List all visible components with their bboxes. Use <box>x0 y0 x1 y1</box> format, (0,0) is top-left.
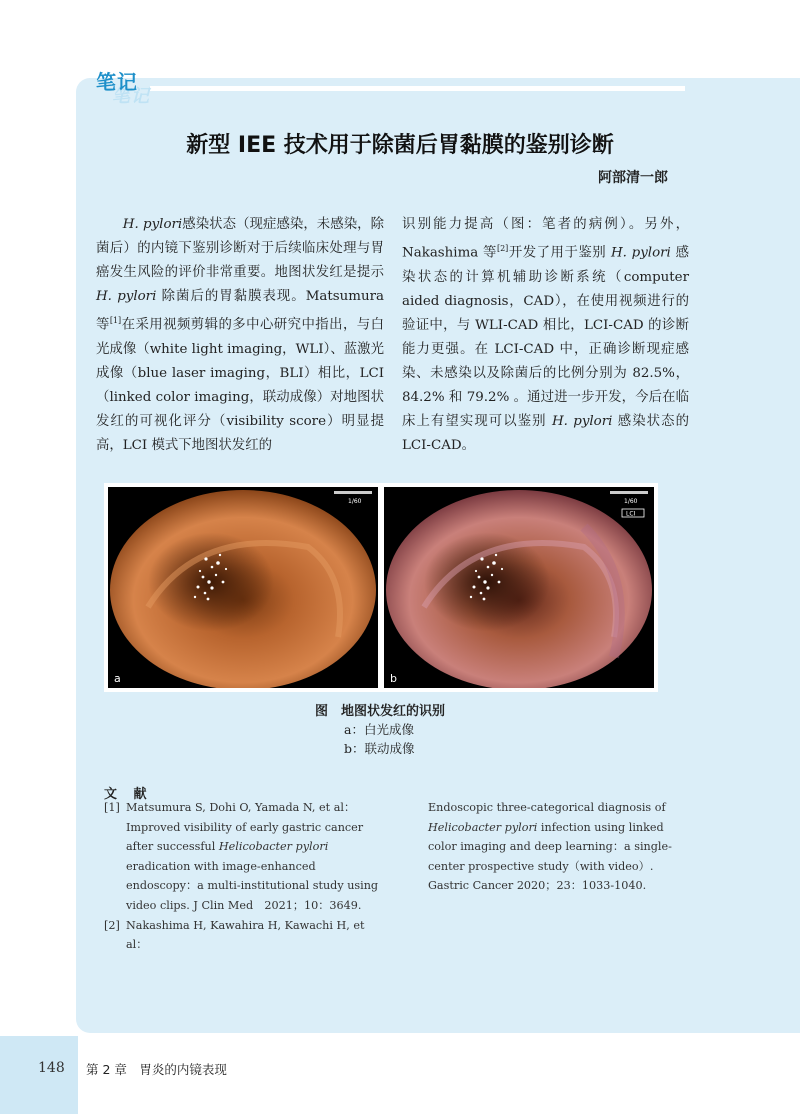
overlay-info-a: 1/60 <box>348 498 362 505</box>
references-right-column <box>428 798 686 896</box>
header-rule <box>150 86 685 91</box>
body-left-column <box>96 213 384 458</box>
body-right-run: H. pylori <box>551 414 613 430</box>
panel-label-b: b <box>390 672 397 685</box>
reference-number: [1] <box>104 801 120 814</box>
figure-caption: 图 地图状发红的识别 <box>314 704 445 719</box>
body-right-run: 识别能力提高（图：笔者的病例）。另外，Nakashima 等 <box>402 217 689 261</box>
endoscopy-image-lci <box>384 487 654 688</box>
figure-subcaption-b: b：联动成像 <box>344 741 415 756</box>
references-heading: 文 献 <box>104 787 153 802</box>
body-right-column <box>402 213 689 458</box>
reference-text-run: Nakashima H, Kawahira H, Kawachi H, et al： <box>126 918 365 952</box>
page-number: 148 <box>38 1060 65 1076</box>
body-left-run: 在采用视频剪辑的多中心研究中指出，与白光成像（white light imaging，WLI）、蓝激光成像（blue laser imaging，BLI）相比，LCI（linked color imaging，联动成像）对地图状发红的可视化评分（visibility score）明显提高，LCI 模式下地图状发红的 <box>96 317 385 454</box>
reference-item <box>104 798 386 916</box>
body-left-run: 除菌后的胃黏膜表现。Matsumura 等 <box>96 289 384 333</box>
overlay-info-b: 1/60 <box>624 498 638 505</box>
references-left-column <box>104 798 386 955</box>
endoscopy-figure <box>104 483 658 692</box>
reference-text-run: Matsumura S, Dohi O, Yamada N, et al：Improved visibility of early gastric cancer after successful <box>126 801 364 854</box>
body-right-run: H. pylori <box>610 245 671 261</box>
panel-label-a: a <box>114 672 121 685</box>
body-left-run: 感染状态（现症感染，未感染，除菌后）的内镜下鉴别诊断对于后续临床处理与胃癌发生风险的评价非常重要。地图状发红是提示 <box>96 217 384 281</box>
body-paragraph-left <box>96 213 384 458</box>
chapter-title: 第 2 章 胃炎的内镜表现 <box>86 1062 227 1077</box>
body-right-run: 感染状态的计算机辅助诊断系统（computer aided diagnosis，CAD），在使用视频进行的验证中，与 WLI-CAD 相比，LCI-CAD 的诊断能力更强。在 LCI-CAD 中，正确诊断现症感染、未感染以及除菌后的比例分别为 82.5%，84.2% 和 79.2% 。通过进一步开发，今后在临床上有望实现可以鉴别 <box>402 245 689 430</box>
article-title: 新型 IEE 技术用于除菌后胃黏膜的鉴别诊断 <box>186 133 614 158</box>
body-left-run: H. pylori <box>122 217 183 232</box>
author: 阿部清一郎 <box>598 170 668 186</box>
reference-text-run: infection using linked color imaging and deep learning：a single-center prospective study（with video）. Gastric Cancer 2020；23：1033-1040. <box>428 820 672 893</box>
note-label-shadow: 笔记 <box>112 86 150 107</box>
reference-text-run: Helicobacter pylori <box>428 820 538 834</box>
reference-text-run: Helicobacter pylori <box>218 840 329 854</box>
endoscopy-image-wli <box>108 487 378 688</box>
body-left-run: [1] <box>109 316 122 326</box>
body-right-run: 感染状态的 LCI-CAD。 <box>402 414 689 454</box>
figure-subcaption-a: a：白光成像 <box>344 722 414 737</box>
reference-continuation <box>428 798 686 896</box>
body-right-run: 开发了用于鉴别 <box>508 245 611 261</box>
note-label: 笔记 <box>96 70 138 94</box>
lci-mode-badge: LCI <box>626 510 636 518</box>
reference-item <box>104 916 386 955</box>
body-paragraph-right <box>402 213 689 458</box>
body-left-run: H. pylori <box>96 289 157 305</box>
reference-number: [2] <box>104 918 120 932</box>
body-right-run: [2] <box>496 244 509 254</box>
reference-text-run: Endoscopic three-categorical diagnosis of <box>428 801 666 814</box>
reference-text-run: eradication with image-enhanced endoscopy：a multi-institutional study using video clips. J Clin Med 2021；10：3649. <box>126 859 379 912</box>
